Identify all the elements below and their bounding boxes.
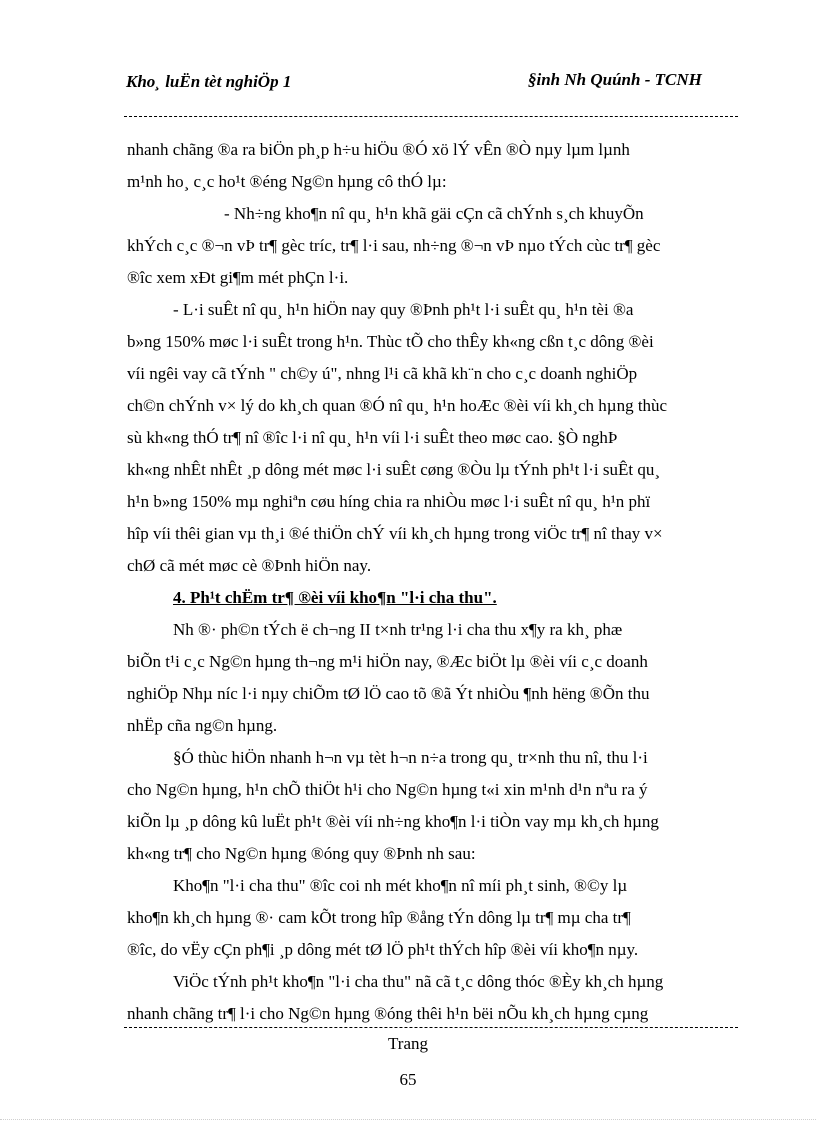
text-line: b»ng 150% møc l·i suÊt trong h¹n. Thùc tÕ cho thÊy kh«ng cßn t¸c dông ®èi — [127, 332, 654, 351]
text-line: Kho¶n "l·i cha thu" ®îc coi nh mét kho¶n nî míi ph¸t sinh, ®©y lµ — [173, 876, 628, 895]
text-line: cho Ng©n hµng, h¹n chÕ thiÖt h¹i cho Ng©n hµng t«i xin m¹nh d¹n nªu ra ý — [127, 780, 648, 799]
text-line: Nh ®· ph©n tÝch ë ch¬ng II t×nh tr¹ng l·i cha thu x¶y ra kh¸ phæ — [173, 620, 623, 639]
body-text — [127, 134, 737, 1030]
text-line: chØ cã mét møc cè ®Þnh hiÖn nay. — [127, 556, 372, 575]
section-heading: 4. Ph¹t chËm tr¶ ®èi víi kho¶n "l·i cha thu". — [173, 588, 497, 607]
text-line: khÝch c¸c ®¬n vÞ tr¶ gèc tríc, tr¶ l·i sau, nh÷ng ®¬n vÞ nµo tÝch cùc tr¶ gèc — [127, 236, 661, 255]
text-line: kho¶n kh¸ch hµng ®· cam kÕt trong hîp ®ång tÝn dông lµ tr¶ mµ cha tr¶ — [127, 908, 631, 927]
text-line: ®îc xem xÐt gi¶m mét phÇn l·i. — [127, 268, 349, 287]
page-number: 65 — [399, 1070, 417, 1089]
header-left-title: Kho¸ luËn tèt nghiÖp 1 — [126, 72, 292, 91]
text-line: h¹n b»ng 150% mµ nghiªn cøu híng chia ra nhiÒu møc l·i suÊt nî qu¸ h¹n phï — [127, 492, 651, 511]
text-line: hîp víi thêi gian vµ th¸i ®é thiÖn chÝ víi kh¸ch hµng trong viÖc tr¶ nî thay v× — [127, 524, 663, 543]
header-divider — [124, 116, 738, 117]
text-line: kh«ng nhÊt nhÊt ¸p dông mét møc l·i suÊt cøng ®Òu lµ tÝnh ph¹t l·i suÊt qu¸ — [127, 460, 661, 479]
text-line: - L·i suÊt nî qu¸ h¹n hiÖn nay quy ®Þnh ph¹t l·i suÊt qu¸ h¹n tèi ®a — [173, 300, 634, 319]
text-line: m¹nh ho¸ c¸c ho¹t ®éng Ng©n hµng cô thÓ lµ: — [127, 172, 447, 191]
page-edge — [0, 1119, 816, 1120]
text-line: §Ó thùc hiÖn nhanh h¬n vµ tèt h¬n n÷a trong qu¸ tr×nh thu nî, thu l·i — [173, 748, 648, 767]
text-line: ®îc, do vËy cÇn ph¶i ¸p dông mét tØ lÖ ph¹t thÝch hîp ®èi víi kho¶n nµy. — [127, 940, 639, 959]
text-line: nhËp cña ng©n hµng. — [127, 716, 278, 735]
text-line: ch©n chÝnh v× lý do kh¸ch quan ®Ó nî qu¸ h¹n hoÆc ®èi víi kh¸ch hµng thùc — [127, 396, 668, 415]
text-line: - Nh÷ng kho¶n nî qu¸ h¹n khã gäi cÇn cã chÝnh s¸ch khuyÕn — [224, 204, 644, 223]
text-line: sù kh«ng thÓ tr¶ nî ®îc l·i nî qu¸ h¹n víi l·i suÊt theo møc cao. §Ò nghÞ — [127, 428, 618, 447]
text-line: kiÕn lµ ¸p dông kû luËt ph¹t ®èi víi nh÷ng kho¶n l·i tiÒn vay mµ kh¸ch hµng — [127, 812, 659, 831]
text-line: nhanh chãng ®a ra biÖn ph¸p h÷u hiÖu ®Ó xö lÝ vÊn ®Ò nµy lµm lµnh — [127, 140, 630, 159]
text-line: ViÖc tÝnh ph¹t kho¶n "l·i cha thu" nã cã t¸c dông thóc ®Èy kh¸ch hµng — [173, 972, 664, 991]
text-line: víi ngêi vay cã tÝnh " ch©y ú", nhng l¹i cã khã kh¨n cho c¸c doanh nghiÖp — [127, 364, 638, 383]
footer-label: Trang — [388, 1034, 428, 1053]
text-line: kh«ng tr¶ cho Ng©n hµng ®óng quy ®Þnh nh sau: — [127, 844, 476, 863]
text-line: biÕn t¹i c¸c Ng©n hµng th¬ng m¹i hiÖn nay, ®Æc biÖt lµ ®èi víi c¸c doanh — [127, 652, 648, 671]
text-line: nhanh chãng tr¶ l·i cho Ng©n hµng ®óng thêi h¹n bëi nÕu kh¸ch hµng cµng — [127, 1004, 649, 1023]
header-right-author: §inh Nh Quúnh - TCNH — [528, 70, 702, 89]
text-line: nghiÖp Nhµ níc l·i nµy chiÕm tØ lÖ cao tõ ®ã Ýt nhiÒu ¶nh hëng ®Õn thu — [127, 684, 650, 703]
footer-divider — [124, 1027, 738, 1028]
